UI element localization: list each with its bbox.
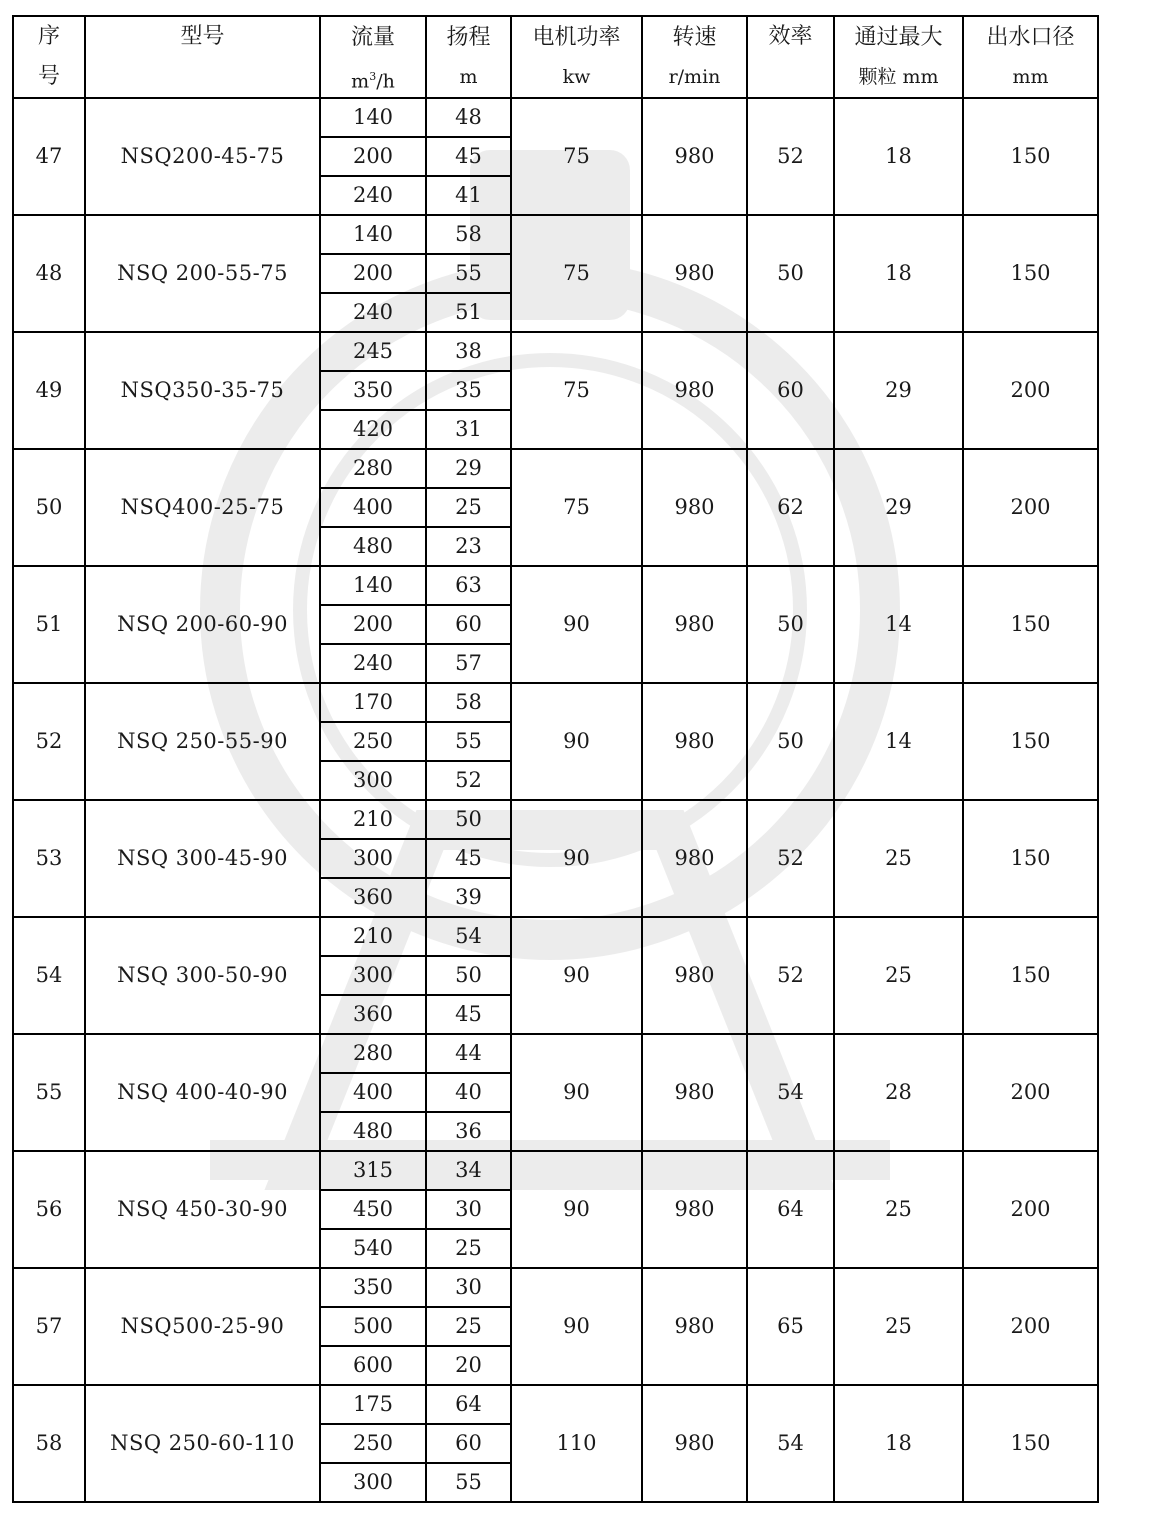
- particle-cell: 25: [834, 917, 963, 1034]
- flow-cell: 140: [320, 98, 426, 137]
- head-cell: 25: [426, 1229, 511, 1268]
- flow-cell: 420: [320, 410, 426, 449]
- power-cell: 90: [511, 1151, 642, 1268]
- particle-cell: 29: [834, 449, 963, 566]
- speed-cell: 980: [642, 449, 747, 566]
- power-cell: 90: [511, 1034, 642, 1151]
- power-cell: 75: [511, 449, 642, 566]
- seq-cell: 50: [13, 449, 85, 566]
- flow-cell: 280: [320, 1034, 426, 1073]
- flow-cell: 170: [320, 683, 426, 722]
- head-cell: 60: [426, 1424, 511, 1463]
- model-cell: NSQ400-25-75: [85, 449, 320, 566]
- seq-cell: 57: [13, 1268, 85, 1385]
- flow-cell: 200: [320, 137, 426, 176]
- speed-cell: 980: [642, 1268, 747, 1385]
- outlet-cell: 200: [963, 1268, 1098, 1385]
- flow-cell: 540: [320, 1229, 426, 1268]
- model-cell: NSQ 400-40-90: [85, 1034, 320, 1151]
- efficiency-cell: 50: [747, 215, 834, 332]
- flow-cell: 200: [320, 605, 426, 644]
- flow-cell: 240: [320, 644, 426, 683]
- head-cell: 20: [426, 1346, 511, 1385]
- head-cell: 25: [426, 1307, 511, 1346]
- head-cell: 30: [426, 1190, 511, 1229]
- speed-cell: 980: [642, 332, 747, 449]
- flow-cell: 240: [320, 176, 426, 215]
- header-efficiency: 效率: [747, 16, 834, 98]
- flow-unit: $m^3/h$: [351, 70, 395, 93]
- particle-cell: 18: [834, 98, 963, 215]
- power-cell: 90: [511, 1268, 642, 1385]
- model-cell: NSQ200-45-75: [85, 98, 320, 215]
- outlet-cell: 150: [963, 98, 1098, 215]
- efficiency-cell: 50: [747, 683, 834, 800]
- head-cell: 35: [426, 371, 511, 410]
- table-row: [13, 800, 1098, 839]
- particle-cell: 25: [834, 1268, 963, 1385]
- model-cell: NSQ 300-50-90: [85, 917, 320, 1034]
- outlet-cell: 200: [963, 1034, 1098, 1151]
- head-cell: 55: [426, 254, 511, 293]
- power-cell: 75: [511, 215, 642, 332]
- flow-cell: 210: [320, 917, 426, 956]
- head-cell: 45: [426, 839, 511, 878]
- flow-cell: 350: [320, 371, 426, 410]
- particle-cell: 28: [834, 1034, 963, 1151]
- table-row: [13, 566, 1098, 605]
- efficiency-cell: 60: [747, 332, 834, 449]
- efficiency-cell: 52: [747, 917, 834, 1034]
- head-cell: 52: [426, 761, 511, 800]
- head-cell: 51: [426, 293, 511, 332]
- flow-cell: 210: [320, 800, 426, 839]
- seq-cell: 55: [13, 1034, 85, 1151]
- flow-cell: 600: [320, 1346, 426, 1385]
- power-cell: 90: [511, 566, 642, 683]
- table-row: [13, 1385, 1098, 1424]
- model-cell: NSQ500-25-90: [85, 1268, 320, 1385]
- efficiency-cell: 50: [747, 566, 834, 683]
- flow-cell: 250: [320, 1424, 426, 1463]
- seq-cell: 53: [13, 800, 85, 917]
- power-cell: 75: [511, 332, 642, 449]
- efficiency-cell: 54: [747, 1385, 834, 1502]
- outlet-cell: 200: [963, 1151, 1098, 1268]
- speed-cell: 980: [642, 683, 747, 800]
- speed-cell: 980: [642, 917, 747, 1034]
- speed-cell: 980: [642, 800, 747, 917]
- model-cell: NSQ 450-30-90: [85, 1151, 320, 1268]
- header-seq: 序 号: [13, 16, 85, 98]
- head-cell: 34: [426, 1151, 511, 1190]
- header-particle: 通过最大 颗粒 mm: [834, 16, 963, 98]
- model-cell: NSQ 200-60-90: [85, 566, 320, 683]
- head-cell: 38: [426, 332, 511, 371]
- power-cell: 90: [511, 917, 642, 1034]
- table-row: [13, 1151, 1098, 1190]
- header-head: 扬程 m: [426, 16, 511, 98]
- particle-cell: 14: [834, 683, 963, 800]
- flow-cell: 480: [320, 1112, 426, 1151]
- flow-cell: 245: [320, 332, 426, 371]
- head-cell: 54: [426, 917, 511, 956]
- flow-cell: 250: [320, 722, 426, 761]
- flow-cell: 240: [320, 293, 426, 332]
- table-row: [13, 215, 1098, 254]
- particle-cell: 18: [834, 1385, 963, 1502]
- pump-spec-table: [12, 15, 1099, 1503]
- efficiency-cell: 52: [747, 98, 834, 215]
- speed-cell: 980: [642, 1034, 747, 1151]
- head-cell: 57: [426, 644, 511, 683]
- flow-cell: 300: [320, 839, 426, 878]
- speed-cell: 980: [642, 98, 747, 215]
- particle-cell: 25: [834, 1151, 963, 1268]
- speed-cell: 980: [642, 1151, 747, 1268]
- head-cell: 41: [426, 176, 511, 215]
- power-cell: 90: [511, 683, 642, 800]
- outlet-cell: 150: [963, 917, 1098, 1034]
- efficiency-cell: 64: [747, 1151, 834, 1268]
- header-flow: 流量 $m^3/h$: [320, 16, 426, 98]
- head-cell: 36: [426, 1112, 511, 1151]
- table-body: [13, 98, 1098, 1502]
- head-cell: 45: [426, 137, 511, 176]
- outlet-cell: 200: [963, 332, 1098, 449]
- head-cell: 63: [426, 566, 511, 605]
- power-cell: 90: [511, 800, 642, 917]
- seq-cell: 47: [13, 98, 85, 215]
- head-cell: 31: [426, 410, 511, 449]
- seq-cell: 51: [13, 566, 85, 683]
- seq-cell: 52: [13, 683, 85, 800]
- seq-cell: 54: [13, 917, 85, 1034]
- particle-cell: 29: [834, 332, 963, 449]
- flow-cell: 315: [320, 1151, 426, 1190]
- model-cell: NSQ350-35-75: [85, 332, 320, 449]
- head-cell: 50: [426, 800, 511, 839]
- particle-cell: 14: [834, 566, 963, 683]
- speed-cell: 980: [642, 566, 747, 683]
- outlet-cell: 150: [963, 1385, 1098, 1502]
- flow-cell: 300: [320, 1463, 426, 1502]
- head-cell: 29: [426, 449, 511, 488]
- seq-cell: 58: [13, 1385, 85, 1502]
- head-cell: 48: [426, 98, 511, 137]
- model-cell: NSQ 300-45-90: [85, 800, 320, 917]
- particle-cell: 25: [834, 800, 963, 917]
- outlet-cell: 150: [963, 800, 1098, 917]
- outlet-cell: 150: [963, 215, 1098, 332]
- table-row: [13, 449, 1098, 488]
- head-cell: 25: [426, 488, 511, 527]
- speed-cell: 980: [642, 1385, 747, 1502]
- outlet-cell: 200: [963, 449, 1098, 566]
- table-row: [13, 1034, 1098, 1073]
- table-row: [13, 1268, 1098, 1307]
- head-cell: 60: [426, 605, 511, 644]
- model-cell: NSQ 200-55-75: [85, 215, 320, 332]
- head-cell: 45: [426, 995, 511, 1034]
- header-row: [13, 16, 1098, 98]
- seq-cell: 48: [13, 215, 85, 332]
- flow-cell: 360: [320, 995, 426, 1034]
- head-cell: 40: [426, 1073, 511, 1112]
- flow-cell: 450: [320, 1190, 426, 1229]
- head-cell: 58: [426, 215, 511, 254]
- flow-cell: 400: [320, 1073, 426, 1112]
- seq-cell: 49: [13, 332, 85, 449]
- header-power: 电机功率 kw: [511, 16, 642, 98]
- head-cell: 44: [426, 1034, 511, 1073]
- head-cell: 30: [426, 1268, 511, 1307]
- table-row: [13, 683, 1098, 722]
- flow-cell: 140: [320, 215, 426, 254]
- header-model: 型号: [85, 16, 320, 98]
- table-row: [13, 332, 1098, 371]
- header-speed: 转速 r/min: [642, 16, 747, 98]
- flow-cell: 350: [320, 1268, 426, 1307]
- table-row: [13, 917, 1098, 956]
- seq-cell: 56: [13, 1151, 85, 1268]
- table-row: [13, 98, 1098, 137]
- head-cell: 55: [426, 1463, 511, 1502]
- head-cell: 23: [426, 527, 511, 566]
- power-cell: 110: [511, 1385, 642, 1502]
- flow-cell: 175: [320, 1385, 426, 1424]
- flow-cell: 480: [320, 527, 426, 566]
- efficiency-cell: 62: [747, 449, 834, 566]
- flow-cell: 300: [320, 956, 426, 995]
- power-cell: 75: [511, 98, 642, 215]
- model-cell: NSQ 250-60-110: [85, 1385, 320, 1502]
- flow-cell: 280: [320, 449, 426, 488]
- head-cell: 55: [426, 722, 511, 761]
- speed-cell: 980: [642, 215, 747, 332]
- flow-cell: 200: [320, 254, 426, 293]
- head-cell: 58: [426, 683, 511, 722]
- head-cell: 39: [426, 878, 511, 917]
- head-cell: 50: [426, 956, 511, 995]
- efficiency-cell: 52: [747, 800, 834, 917]
- flow-cell: 400: [320, 488, 426, 527]
- flow-cell: 500: [320, 1307, 426, 1346]
- flow-cell: 360: [320, 878, 426, 917]
- head-cell: 64: [426, 1385, 511, 1424]
- header-outlet: 出水口径 mm: [963, 16, 1098, 98]
- flow-cell: 140: [320, 566, 426, 605]
- model-cell: NSQ 250-55-90: [85, 683, 320, 800]
- flow-cell: 300: [320, 761, 426, 800]
- particle-cell: 18: [834, 215, 963, 332]
- efficiency-cell: 65: [747, 1268, 834, 1385]
- outlet-cell: 150: [963, 566, 1098, 683]
- outlet-cell: 150: [963, 683, 1098, 800]
- efficiency-cell: 54: [747, 1034, 834, 1151]
